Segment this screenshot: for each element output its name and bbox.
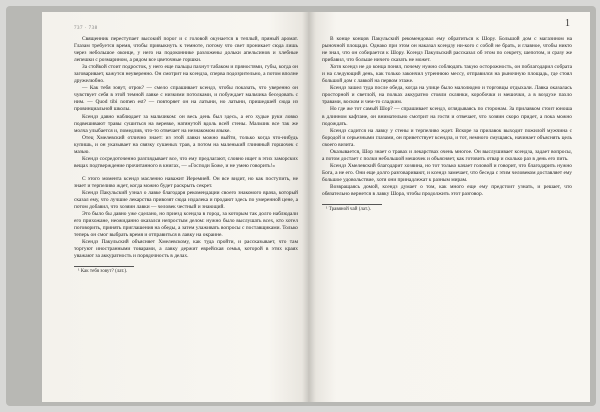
- right-paragraph: Оказывается, Шор знает о травах и лекарствах очень многое. Он выслушивает ксендза, задает вопросы, а потом достает с полки небольшой мешочек и объясняет, как готовить отвар и сколько раз в день его пить.: [322, 148, 572, 162]
- right-paragraph: Возвращаясь домой, ксендз думает о том, как много еще ему предстоит узнать, и решает, что обязательно вернется в лавку Шора, чтобы продолжить этот разговор.: [322, 183, 572, 198]
- left-footnote: ¹ Как тебя зовут? (лат.).: [78, 269, 128, 275]
- right-paragraph: Ксендз Хмелевский благодарит хозяина, но тот только качает головой и говорит, что благодарить нужно Бога, а не его. Они еще долго разговаривают, и ксендз замечает, что беседа с этим человеком доставляет ему большое удовольствие, хотя они принадлежат к разным мирам.: [322, 162, 572, 183]
- left-paragraph: Священник переступает высокий порог и с головой окунается в теплый, пряный аромат. Глазам требуется время, чтобы привыкнуть к темноте, потому что свет проникает сюда лишь через небольшое оконце, у него на подоконнике разложены дольки апельсинов и хлебные лепешки с розмарином, а рядом все цветочные горшки.: [74, 36, 298, 64]
- left-paragraph: — Как тебя зовут, отрок? — смело спрашивает ксендз, чтобы показать, что уверенно он чувствует себя в этой темной лавке с низкими потолками, и побуждает мальчика беседовать с ним. — Quod tibi nomen est? — повторяет он на латыни, но латыни, пришедшей сюда из провинциальной школы.: [74, 85, 298, 113]
- right-paragraph: Но где же тот самый Шор? — спрашивает ксендз, оглядываясь по сторонам. За прилавком стоит юноша в длинном кафтане, он внимательно смотрит на гостя и отвечает, что хозяин скоро придет, а пока можно подождать.: [322, 106, 572, 127]
- right-paragraph: В конце концов Пакульский рекомендовал ему обратиться к Шору. Большой дом с магазином на рыночной площади. Однако при этом он наказал ксендзу ни-кого с собой не брать, и главное, чтобы никто не знал, что он собирается к Шору. Ксендз Пакульский рассказал об этом по секрету, шепотом, и сразу же прибавил, что больше ничего сказать не может.: [322, 36, 572, 64]
- left-paragraph: Ксендз сосредоточенно разглядывает все, что ему предлагают, словно ищет в этих заморских вещах подтверждение прочитанного в книгах, — «Господи Боже, и не умею говорить!»: [74, 155, 298, 169]
- page-number: 1: [565, 18, 570, 29]
- left-paragraph: Отец Хмелевский отлично знает: из этой лавки можно выйти, только когда что-нибудь купишь, и он указывает на связку сушеных трав, а потом на маленький глиняный горшочек с мазью.: [74, 134, 298, 155]
- right-paragraph: Хотя ксендз не до конца понял, почему нужно соблюдать такую осторожность, он поблагодарил собрата и на следующий день, как только закончил утреннюю мессу, отправился на рыночную площадь, где стоял большой дом с лавкой на первом этаже.: [322, 64, 572, 85]
- right-footnote: ¹ Травяной чай (лат.).: [326, 207, 371, 213]
- left-page: [42, 12, 308, 402]
- left-paragraph: Ксендз давно наблюдает за мальчиком: он весь день был здесь, а его худые руки ловко подвешивают травы сушиться на веревке, натянутой вдоль всей стены. Мальчик все так же молча улыбается и, помедлив, что-то отвечает на незнакомом языке.: [74, 113, 298, 134]
- right-running-head-spacer: [322, 26, 572, 36]
- left-paragraph: Ксендз Пакульский узнал о лавке благодаря рекомендации своего знакомого врача, который сказал ему, что лучшие лекарства привозят сюда издалека и продают здесь по умеренной цене, а потом добавил, что хозяин лавки — человек честный и знающий.: [74, 189, 298, 211]
- right-paragraph: Ксендз садится на лавку у стены и терпеливо ждет. Вскоре за прилавок выходит пожилой мужчина с бородой и серьезными глазами, он приветствует ксендза, и тот, немного смущаясь, начинает объяснять цель своего визита.: [322, 127, 572, 148]
- footnote-divider: [322, 204, 382, 205]
- right-page: [308, 12, 590, 402]
- right-paragraph: Ксендз зашел туда после обеда, когда на улице было малолюдно и торговцы отдыхали. Лавка оказалась просторной и светлой, на полках аккуратно стояли склянки, коробочки и мешочки, а в воздухе пахло травами, воском и чем-то сладким.: [322, 85, 572, 106]
- left-paragraph: За стойкой стоит подросток, у него еще пальцы пахнут табаком и пряностями, губы, когда он заговаривает, кажутся неуверенно. Он смотрит на ксендза, сперва подозрительно, а потом вполне дружелюбно.: [74, 64, 298, 85]
- left-page-content: [74, 26, 298, 274]
- footnote-divider: [74, 266, 134, 267]
- left-paragraph: Ксендз Пакульский объясняет Хмелевскому, как туда пройти, и рассказывает, что там торгуют иностранными товарами, а лавку держит еврейская семья, которой в этих краях уважают за аккуратность и порядочность в делах.: [74, 239, 298, 260]
- left-running-head: 737 · 738: [74, 26, 98, 31]
- left-paragraph: Это было бы давно уже сделано, но приезд ксендза в город, за которым так долго наблюдали его прихожане, неожиданно оказался непростым делом: нужно было выслушать всех, кто хотел поговорить, принять приглашения на обеды, а затем улаживать вопросы с поставщиками. Только теперь он смог выбрать время и отправиться в лавку на окраине.: [74, 211, 298, 239]
- left-paragraph: С этого момента ксендз масленно наважит Иеремией. Он все видит, но как поступить, не знает и терпеливо ждет, когда можно будет раскрыть секрет.: [74, 175, 298, 189]
- book-gutter: [302, 12, 316, 402]
- open-book: [6, 6, 596, 406]
